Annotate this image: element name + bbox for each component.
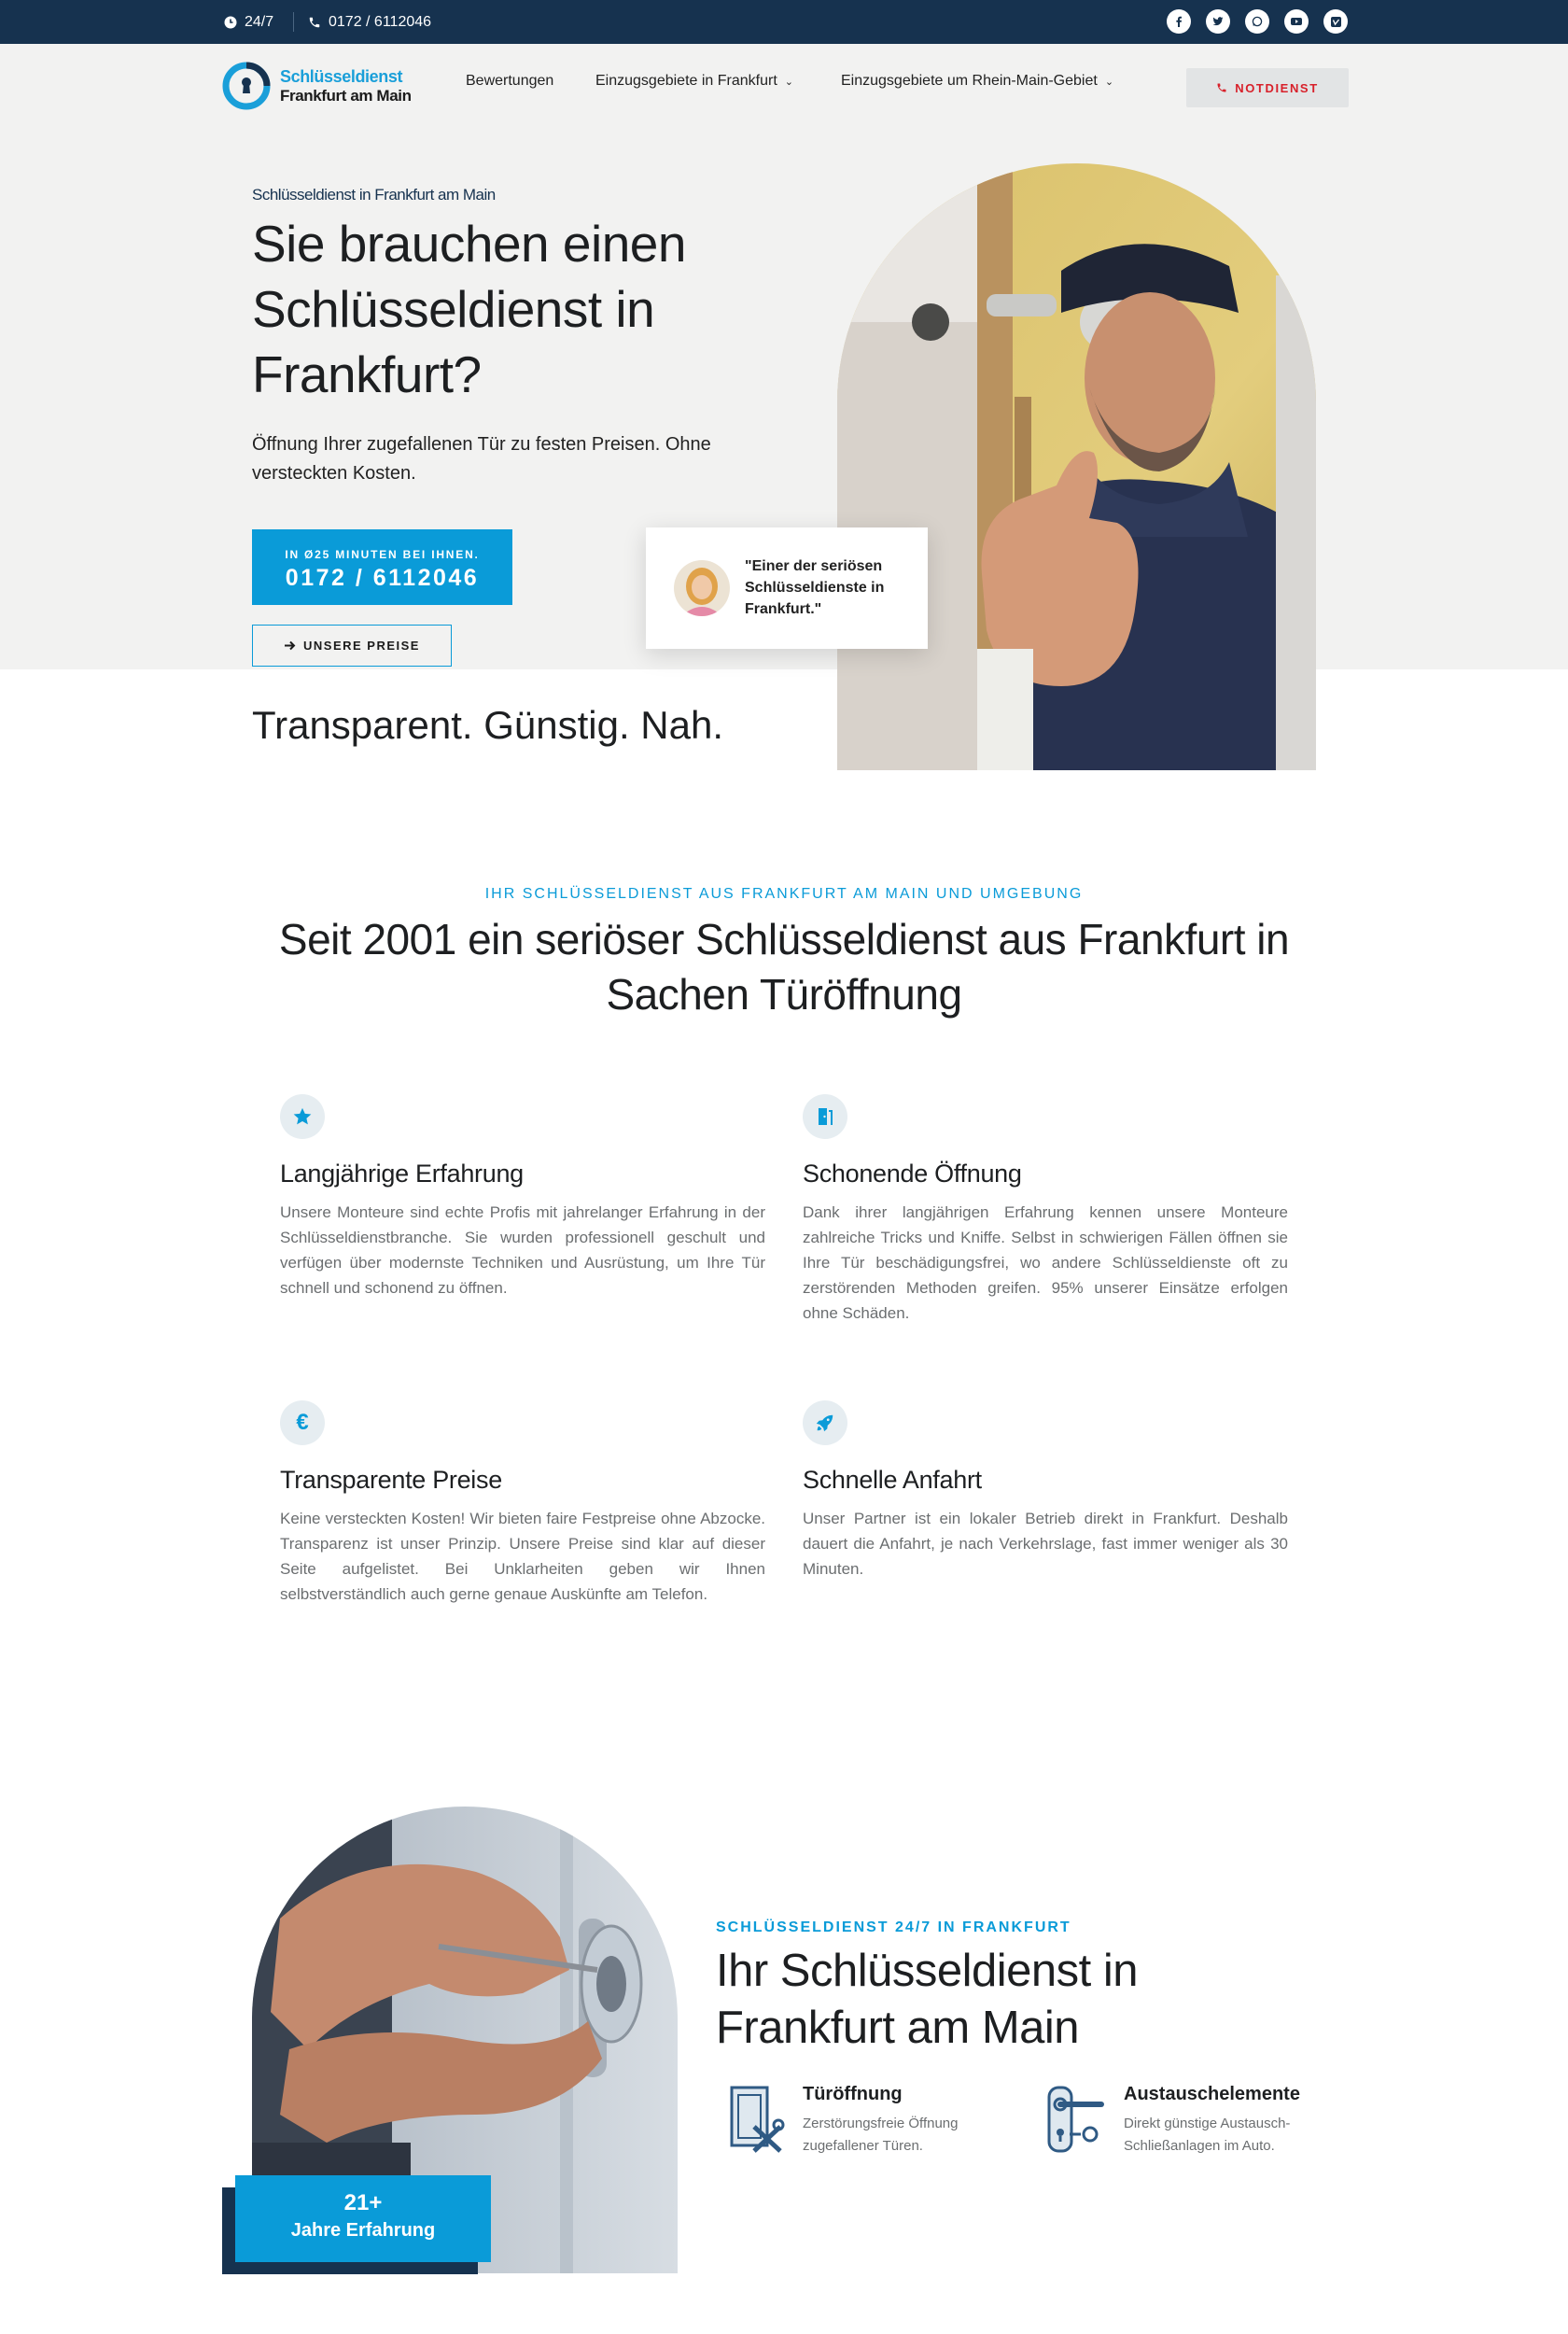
service-title: Austauschelemente bbox=[1124, 2084, 1300, 2104]
feature-experience bbox=[280, 1094, 765, 1301]
feature-gentle-opening bbox=[803, 1094, 1288, 1326]
topbar-phone-link[interactable] bbox=[308, 0, 431, 44]
emergency-button[interactable] bbox=[1186, 68, 1349, 107]
prices-button-label: UNSERE PREISE bbox=[303, 639, 420, 653]
review-quote: "Einer der seriösen Schlüsseldienste in Frankfurt." bbox=[745, 558, 885, 617]
door-handle-icon bbox=[1043, 2084, 1107, 2155]
locksmith-photo bbox=[837, 163, 1316, 770]
hero-title: Sie brauchen einen Schlüsseldienst in Frankfurt? bbox=[252, 215, 686, 403]
facebook-icon[interactable] bbox=[1167, 9, 1191, 34]
nav-areas-frankfurt[interactable] bbox=[595, 73, 793, 90]
logo-line-2: Frankfurt am Main bbox=[280, 86, 412, 105]
twitter-icon[interactable] bbox=[1206, 9, 1230, 34]
service-title: Türöffnung bbox=[803, 2084, 903, 2104]
service-text: Direkt günstige Austausch-Schließanlagen im Auto. bbox=[1124, 2116, 1291, 2154]
prices-button[interactable] bbox=[252, 625, 452, 667]
features-kicker: IHR SCHLÜSSELDIENST AUS FRANKFURT AM MAIN UND UMGEBUNG bbox=[484, 886, 1084, 902]
nav-areas-rhein-main[interactable] bbox=[841, 73, 1113, 90]
feature-title: Schonende Öffnung bbox=[803, 1160, 1022, 1188]
star-icon bbox=[280, 1094, 325, 1139]
service-replacement-parts[interactable] bbox=[1043, 2084, 1310, 2158]
features-title: Seit 2001 ein seriöser Schlüsseldienst aus Frankfurt in Sachen Türöffnung bbox=[278, 915, 1290, 1019]
feature-fast-arrival bbox=[803, 1400, 1288, 1582]
service-door-opening[interactable] bbox=[726, 2084, 961, 2158]
service-text: Zerstörungsfreie Öffnung zugefallener Türen. bbox=[803, 2116, 959, 2154]
years-number: 21+ bbox=[343, 2190, 383, 2215]
feature-text: Dank ihrer langjährigen Erfahrung kennen unsere Monteure zahlreiche Tricks und Kniffe. Selbst in schwierigen Fällen öffnen sie Ihre Tür beschädigungsfrei, wo andere Schlüsseldienste oft zu zerstörenden Methoden greifen. 95% unserer Einsätze erfolgen ohne Schäden. bbox=[803, 1203, 1288, 1322]
phone-icon bbox=[308, 16, 321, 29]
feature-text: Keine versteckten Kosten! Wir bieten faire Festpreise ohne Abzocke. Transparenz ist unser Prinzip. Unsere Preise sind klar auf dieser Seite aufgelistet. Bei Unklarheiten geben wir Ihnen selbstverständlich auch gerne genaue Auskünfte am Telefon. bbox=[280, 1510, 765, 1603]
chevron-down-icon: ⌄ bbox=[1104, 76, 1114, 88]
clock-icon bbox=[224, 16, 237, 29]
call-cta-button[interactable] bbox=[252, 529, 512, 605]
nav-areas-frankfurt-label: Einzugsgebiete in Frankfurt bbox=[595, 73, 777, 89]
door-tools-icon bbox=[726, 2084, 786, 2155]
arrow-right-icon bbox=[284, 640, 296, 651]
years-badge bbox=[235, 2175, 491, 2262]
call-cta-phone: 0172 / 6112046 bbox=[285, 565, 480, 591]
nav-areas-rhein-main-label: Einzugsgebiete um Rhein-Main-Gebiet bbox=[841, 73, 1098, 89]
avatar bbox=[674, 560, 730, 616]
feature-title: Langjährige Erfahrung bbox=[280, 1160, 524, 1188]
call-cta-eta: IN Ø25 MINUTEN BEI IHNEN. bbox=[285, 548, 480, 561]
keyhole-logo-icon bbox=[222, 62, 271, 110]
nav-reviews[interactable] bbox=[466, 73, 553, 90]
hours-info bbox=[224, 0, 273, 44]
hours-text: 24/7 bbox=[245, 13, 274, 30]
about-kicker: SCHLÜSSELDIENST 24/7 IN FRANKFURT bbox=[716, 1919, 1071, 1935]
hero-subtitle: Öffnung Ihrer zugefallenen Tür zu festen Preisen. Ohne versteckten Kosten. bbox=[252, 434, 711, 484]
phone-icon bbox=[1216, 82, 1227, 93]
chevron-down-icon: ⌄ bbox=[784, 76, 793, 88]
hero-tagline: Transparent. Günstig. Nah. bbox=[252, 703, 724, 747]
feature-transparent-prices bbox=[280, 1400, 765, 1607]
whatsapp-icon[interactable] bbox=[1245, 9, 1269, 34]
top-bar bbox=[0, 0, 1568, 44]
nav-reviews-label: Bewertungen bbox=[466, 73, 554, 89]
vimeo-icon[interactable] bbox=[1323, 9, 1348, 34]
rocket-icon bbox=[803, 1400, 847, 1445]
social-links bbox=[1167, 9, 1348, 34]
hero-kicker: Schlüsseldienst in Frankfurt am Main bbox=[252, 186, 496, 204]
review-card bbox=[646, 527, 928, 649]
divider bbox=[293, 12, 294, 32]
feature-title: Transparente Preise bbox=[280, 1466, 502, 1494]
years-label: Jahre Erfahrung bbox=[290, 2220, 436, 2241]
euro-icon: € bbox=[280, 1400, 325, 1445]
about-title: Ihr Schlüsseldienst in Frankfurt am Main bbox=[716, 1946, 1139, 2053]
youtube-icon[interactable] bbox=[1284, 9, 1309, 34]
logo-line-1: Schlüsseldienst bbox=[280, 66, 403, 86]
feature-text: Unsere Monteure sind echte Profis mit jahrelanger Erfahrung in der Schlüsseldienstbranche. Sie wurden professionell geschult und verfügen über modernste Techniken und Ausrüstung, um Ihre Tür schnell und schonend zu öffnen. bbox=[280, 1203, 765, 1297]
topbar-phone-text: 0172 / 6112046 bbox=[329, 13, 432, 30]
feature-title: Schnelle Anfahrt bbox=[803, 1466, 982, 1494]
emergency-button-label: NOTDIENST bbox=[1235, 80, 1319, 95]
door-open-icon bbox=[803, 1094, 847, 1139]
site-logo[interactable] bbox=[222, 62, 412, 110]
feature-text: Unser Partner ist ein lokaler Betrieb direkt in Frankfurt. Deshalb dauert die Anfahrt, je nach Verkehrslage, fast immer weniger als 30 Minuten. bbox=[803, 1510, 1288, 1578]
